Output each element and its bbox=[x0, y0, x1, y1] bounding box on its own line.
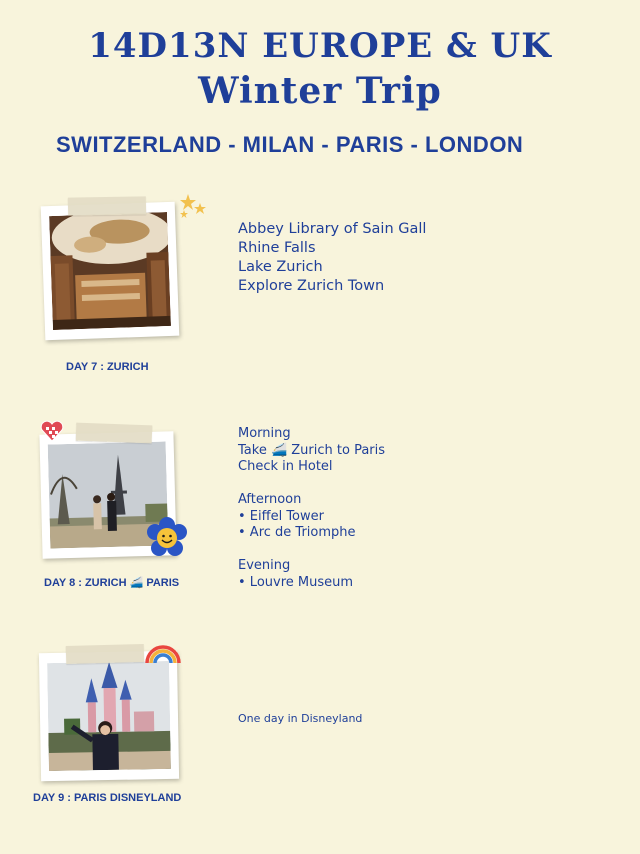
itinerary-item: • Louvre Museum bbox=[238, 574, 354, 590]
day-8-itinerary bbox=[238, 426, 385, 591]
day-9-label: DAY 9 : PARIS DISNEYLAND bbox=[33, 792, 182, 804]
rainbow-icon bbox=[144, 641, 182, 665]
itinerary-item: One day in Disneyland bbox=[238, 712, 363, 725]
itinerary-item: Take 🚄 Zurich to Paris bbox=[238, 442, 386, 458]
smiley-flower-icon bbox=[146, 517, 188, 559]
day-7-itinerary bbox=[238, 220, 426, 296]
photo-abbey-library bbox=[41, 202, 180, 341]
tape-strip bbox=[68, 196, 146, 215]
evening-heading: Evening bbox=[238, 558, 291, 573]
tape-strip bbox=[76, 423, 153, 444]
heart-icon bbox=[40, 420, 64, 442]
photo-disneyland-castle bbox=[39, 651, 179, 781]
afternoon-heading: Afternoon bbox=[238, 492, 302, 507]
day-9-itinerary bbox=[238, 712, 362, 725]
sparkle-stars-icon bbox=[176, 193, 208, 221]
day-8-label: DAY 8 : ZURICH 🚄 PARIS bbox=[44, 577, 180, 589]
itinerary-item: Rhine Falls bbox=[238, 240, 316, 256]
morning-heading: Morning bbox=[238, 426, 291, 441]
title-line-1: 14D13N EUROPE & UK bbox=[88, 26, 552, 66]
route-heading: SWITZERLAND - MILAN - PARIS - LONDON bbox=[56, 132, 524, 157]
itinerary-item: Abbey Library of Sain Gall bbox=[238, 221, 427, 237]
itinerary-item: Explore Zurich Town bbox=[238, 278, 385, 294]
itinerary-item: Check in Hotel bbox=[238, 459, 333, 474]
itinerary-item: Lake Zurich bbox=[238, 259, 323, 275]
itinerary-item: • Eiffel Tower bbox=[238, 508, 324, 524]
day-7-label: DAY 7 : ZURICH bbox=[66, 361, 149, 373]
title-line-2: Winter Trip bbox=[198, 70, 442, 112]
itinerary-item: • Arc de Triomphe bbox=[238, 525, 356, 540]
tape-strip bbox=[66, 644, 144, 664]
